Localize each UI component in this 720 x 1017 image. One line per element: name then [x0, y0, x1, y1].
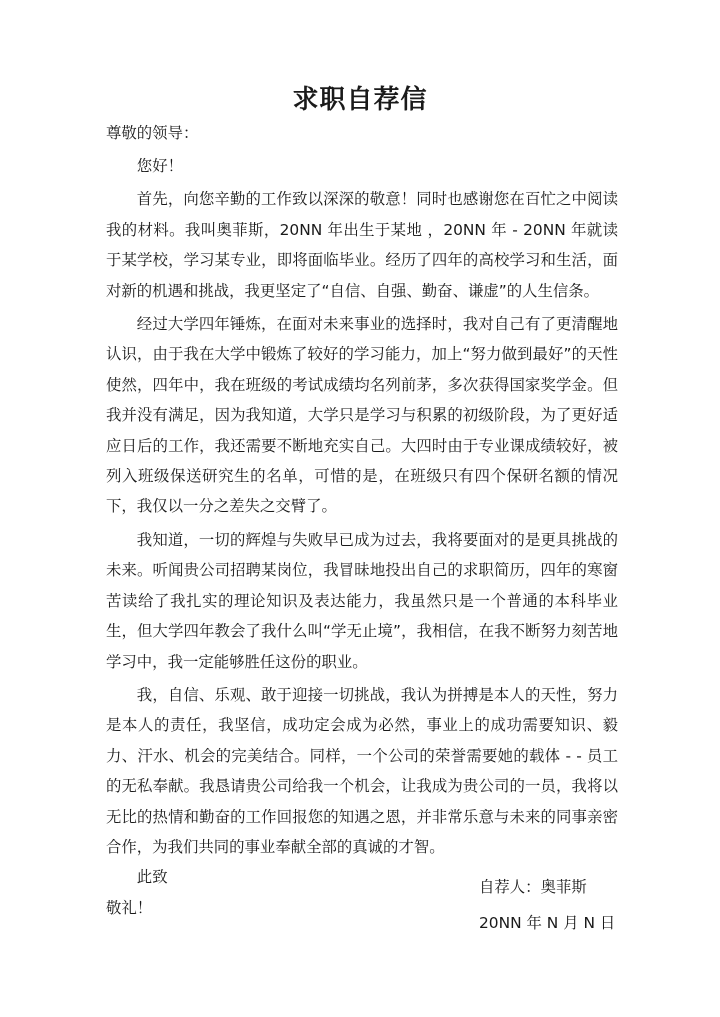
- signature-name: 自荐人：奥菲斯: [479, 878, 587, 896]
- signature-block: [479, 872, 615, 944]
- regards: 敬礼！: [106, 898, 153, 917]
- signature-date: 20NN 年 N 月 N 日: [479, 914, 616, 932]
- paragraph-application: 我知道，一切的辉煌与失败早已成为过去，我将要面对的是更具挑战的未来。听闻贵公司招聘某岗位，我冒昧地投出自己的求职简历，四年的寒窗苦读给了我扎实的理论知识及表达能力，我虽然只是一个普通的本科毕业生，但大学四年教会了我什么叫“学无止境”，我相信，在我不断努力刻苦地学习中，我一定能够胜任这份的职业。: [106, 530, 618, 671]
- salutation: 尊敬的领导：: [106, 124, 199, 142]
- paragraph-intro: 首先，向您辛勤的工作致以深深的敬意！同时也感谢您在百忙之中阅读我的材料。我叫奥菲斯，20NN 年出生于某地 ，20NN 年 - 20NN 年就读于某学校，学习某专业，即将面临毕业。经历了四年的高校学习和生活，面对新的机遇和挑战，我更坚定了“自信、自强、勤奋、谦虚”的人生信条。: [106, 190, 618, 300]
- paragraph-commitment: 我，自信、乐观、敢于迎接一切挑战，我认为拼搏是本人的天性，努力是本人的责任，我坚信，成功定会成为必然，事业上的成功需要知识、毅力、汗水、机会的完美结合。同样，一个公司的荣誉需要她的载体 - - 员工的无私奉献。我恳请贵公司给我一个机会，让我成为贵公司的一员，我将以无比的热情和勤奋的工作回报您的知遇之恩，并非常乐意与未来的同事亲密合作，为我们共同的事业奉献全部的真诚的才智。: [106, 685, 618, 856]
- paragraph-university: 经过大学四年锤炼，在面对未来事业的选择时，我对自己有了更清醒地认识，由于我在大学中锻炼了较好的学习能力，加上“努力做到最好”的天性使然，四年中，我在班级的考试成绩均名列前茅，多次获得国家奖学金。但我并没有满足，因为我知道，大学只是学习与积累的初级阶段，为了更好适应日后的工作，我还需要不断地充实自己。大四时由于专业课成绩较好，被列入班级保送研究生的名单，可惜的是，在班级只有四个保研名额的情况下，我仅以一分之差失之交臂了。: [106, 315, 618, 516]
- closing: 此致: [136, 868, 168, 887]
- document-title: 求职自荐信: [292, 85, 428, 115]
- letter-body: [106, 121, 618, 923]
- greeting: 您好！: [136, 157, 183, 175]
